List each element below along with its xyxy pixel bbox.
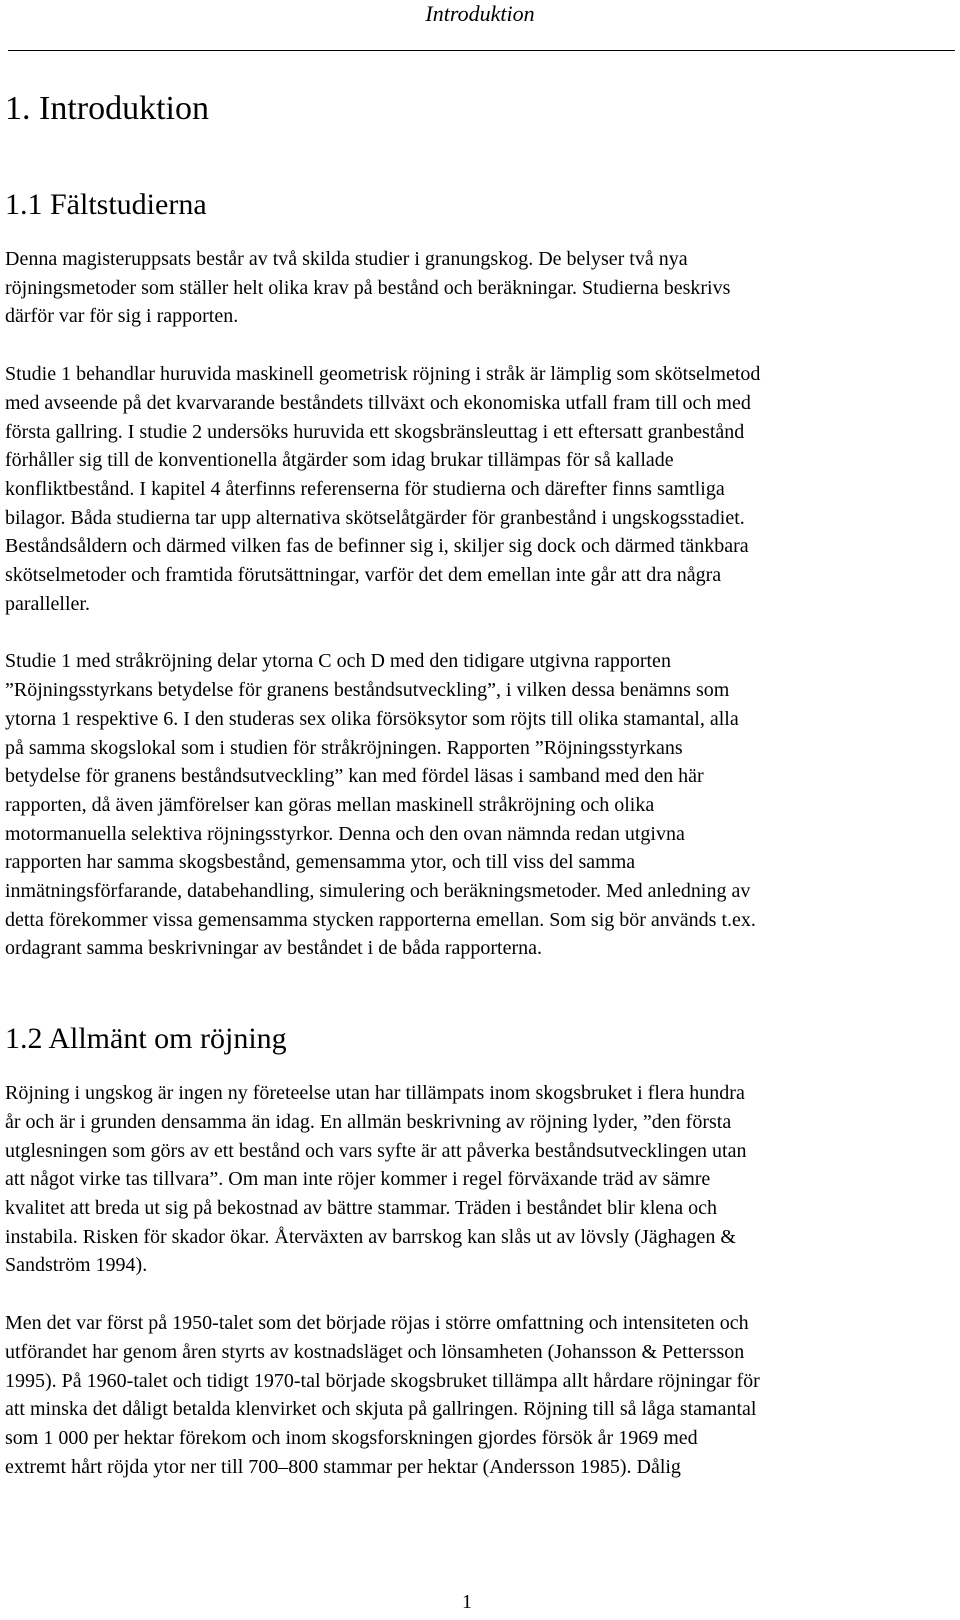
paragraph: Denna magisteruppsats består av två skilda studier i granungskog. De belyser två nya röjningsmetoder som ställer helt olika krav på bestånd och beräkningar. Studierna beskrivs därför var för sig i rapporten. [5,248,731,328]
chapter-title: 1. Introduktion [5,90,209,127]
section-title: 1.2 Allmänt om röjning [5,1022,287,1056]
section-title: 1.1 Fältstudierna [5,188,207,221]
header-rule [8,50,955,51]
paragraph: Röjning i ungskog är ingen ny företeelse utan har tillämpats inom skogsbruket i flera hundra år och är i grunden densamma än idag. En allmän beskrivning av röjning lyder, ”den första utglesningen som görs av ett bestånd och vars syfte är att påverka beståndsutvecklingen utan att något virke tas tillvara”. Om man inte röjer kommer i regel förväxande träd av sämre kvalitet att breda ut sig på bekostnad av bättre stammar. Träden i beståndet blir klena och instabila. Risken för skador ökar. Återväxten av barrskog kan slås ut av lövsly (Jäghagen & Sandström 1994). [5,1082,747,1277]
paragraph: Men det var först på 1950-talet som det började röjas i större omfattning och intensiteten och utförandet har genom åren styrts av kostnadsläget och lönsamheten (Johansson & Pettersson 1995). På 1960-talet och tidigt 1970-tal började skogsbruket tillämpa allt hårdare röjningar för att minska det dåligt betalda klenvirket och skjuta på gallringen. Röjning till så låga stamantal som 1 000 per hektar förekom och inom skogsforskningen gjordes försök år 1969 med extremt hårt röjda ytor ner till 700–800 stammar per hektar (Andersson 1985). Dålig [5,1312,760,1478]
page-content [5,86,955,1510]
page-number: 1 [462,1591,472,1613]
paragraph: Studie 1 behandlar huruvida maskinell geometrisk röjning i stråk är lämplig som skötselmetod med avseende på det kvarvarande beståndets tillväxt och ekonomiska utfall fram till och med första gallring. I studie 2 undersöks huruvida ett skogsbränsleuttag i ett eftersatt granbestånd förhåller sig till de konventionella åtgärder som idag brukar tillämpas för så kallade konfliktbestånd. I kapitel 4 återfinns referenserna för studierna och därefter finns samtliga bilagor. Båda studierna tar upp alternativa skötselåtgärder för granbestånd i ungskogsstadiet. Beståndsåldern och därmed vilken fas de befinner sig i, skiljer sig dock och därmed tänkbara skötselmetoder och framtida förutsättningar, varför det dem emellan inte går att dra några paralleller. [5,363,761,615]
section-allmant-om-rojning [5,1019,955,1481]
paragraph: Studie 1 med stråkröjning delar ytorna C och D med den tidigare utgivna rapporten ”Röjningsstyrkans betydelse för granens beståndsutveckling”, i vilken dessa benämns som ytorna 1 respektive 6. I den studeras sex olika försöksytor som röjts till olika stamantal, alla på samma skogslokal som i studien för stråkröjningen. Rapporten ”Röjningsstyrkans betydelse för granens beståndsutveckling” kan med fördel läsas i samband med den här rapporten, då även jämförelser kan göras mellan maskinell stråkröjning och olika motormanuella selektiva röjningsstyrkor. Denna och den ovan nämnda redan utgivna rapporten har samma skogsbestånd, gemensamma ytor, och till viss del samma inmätningsförfarande, databehandling, simulering och beräkningsmetoder. Med anledning av detta förekommer vissa gemensamma stycken rapporterna emellan. Som sig bör används t.ex. ordagrant samma beskrivningar av beståndet i de båda rapporterna. [5,650,756,960]
running-header: Introduktion [425,1,535,26]
section-faltstudierna [5,185,955,963]
